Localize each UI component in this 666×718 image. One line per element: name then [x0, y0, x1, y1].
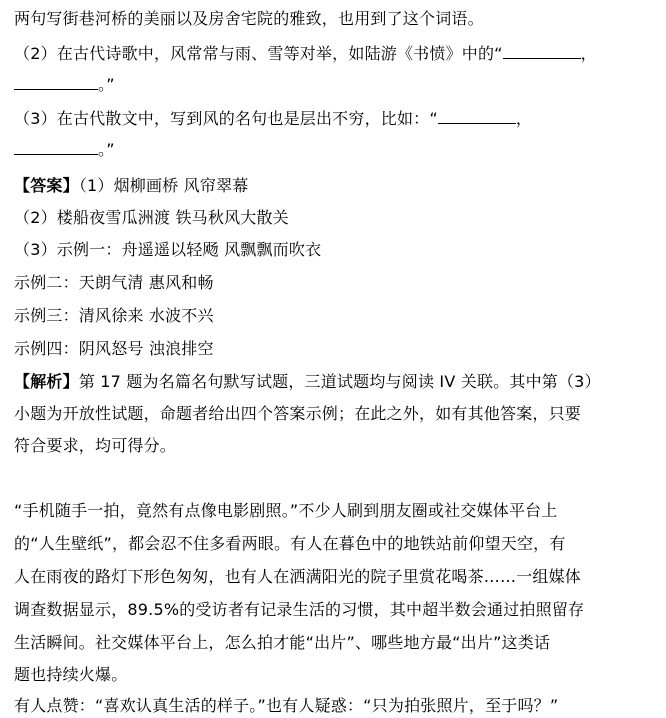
question-3-end: 。”: [98, 140, 115, 159]
passage-text-3: 人在雨夜的路灯下形色匆匆，也有人在洒满阳光的院子里赏花喝茶……一组媒体: [14, 567, 582, 586]
analysis-text-3: 符合要求，均可得分。: [14, 436, 177, 455]
question-2-separator: ，: [580, 44, 597, 63]
passage-text-6: 题也持续火爆。: [14, 665, 128, 684]
fill-blank: [14, 75, 98, 90]
passage-text-1: “手机随手一拍，竟然有点像电影剧照。”不少人刷到朋友圈或社交媒体平台上: [14, 501, 558, 520]
answer-example-2: [14, 272, 214, 294]
passage-text-4: 调查数据显示，89.5%的受访者有记录生活的习惯，其中超半数会通过拍照留存: [14, 600, 585, 619]
passage-line-7: [14, 695, 558, 717]
passage-line-6: [14, 664, 127, 686]
fill-blank: [438, 109, 516, 124]
analysis-text-1: 第 17 题为名篇名句默写试题，三道试题均与阅读 IV 关联。其中第（3）: [78, 372, 601, 391]
example-2: 示例二：天朗气清 惠风和畅: [14, 273, 214, 292]
passage-line-2: [14, 533, 566, 555]
passage-text-5: 生活瞬间。社交媒体平台上，怎么拍才能“出片”、哪些地方最“出片”这类话: [14, 633, 551, 652]
passage-text-2: 的“人生壁纸”，都会忍不住多看两眼。有人在暮色中的地铁站前仰望天空，有: [14, 534, 566, 553]
answer-example-3: [14, 305, 214, 327]
question-2-end: 。”: [98, 75, 115, 94]
passage-line-1: [14, 500, 558, 522]
example-3: 示例三：清风徐来 水波不兴: [14, 306, 214, 325]
answer-example-4: [14, 338, 214, 360]
question-line-1: 两句写街巷河桥的美丽以及房舍宅院的雅致，也用到了这个词语。: [14, 9, 484, 28]
answer-1: （1）烟柳画桥 风帘翠幕: [78, 176, 249, 195]
question-2-prefix: （2）在古代诗歌中，风常常与雨、雪等对举，如陆游《书愤》中的“: [14, 44, 503, 63]
question-3: [14, 108, 532, 130]
passage-line-3: [14, 566, 581, 588]
answer-3: （3）示例一：舟遥遥以轻飏 风飘飘而吹衣: [14, 240, 322, 259]
passage-line-5: [14, 632, 550, 654]
analysis-line-3: [14, 435, 176, 457]
analysis-label: 【解析】: [14, 372, 79, 391]
question-3-separator: ，: [515, 109, 533, 128]
passage-text-7: 有人点赞：“喜欢认真生活的样子。”也有人疑惑：“只为拍张照片，至于吗？”: [14, 696, 559, 715]
question-3-continuation: [14, 139, 115, 161]
answer-line-1: [14, 175, 248, 197]
answer-2: （2）楼船夜雪瓜洲渡 铁马秋风大散关: [14, 208, 289, 227]
example-4: 示例四：阴风怒号 浊浪排空: [14, 339, 214, 358]
question-3-prefix: （3）在古代散文中，写到风的名句也是层出不穷，比如：“: [14, 109, 438, 128]
analysis-line-1: [14, 371, 601, 393]
analysis-text-2: 小题为开放性试题，命题者给出四个答案示例；在此之外，如有其他答案，只要: [14, 404, 582, 423]
answer-label: 【答案】: [14, 176, 79, 195]
answer-line-3: [14, 239, 321, 261]
fill-blank: [503, 44, 581, 59]
question-2: [14, 43, 597, 65]
question-2-continuation: [14, 74, 115, 96]
question-text-line: [14, 8, 484, 30]
answer-line-2: [14, 207, 289, 229]
analysis-line-2: [14, 403, 581, 425]
fill-blank: [14, 140, 98, 155]
passage-line-4: [14, 599, 584, 621]
